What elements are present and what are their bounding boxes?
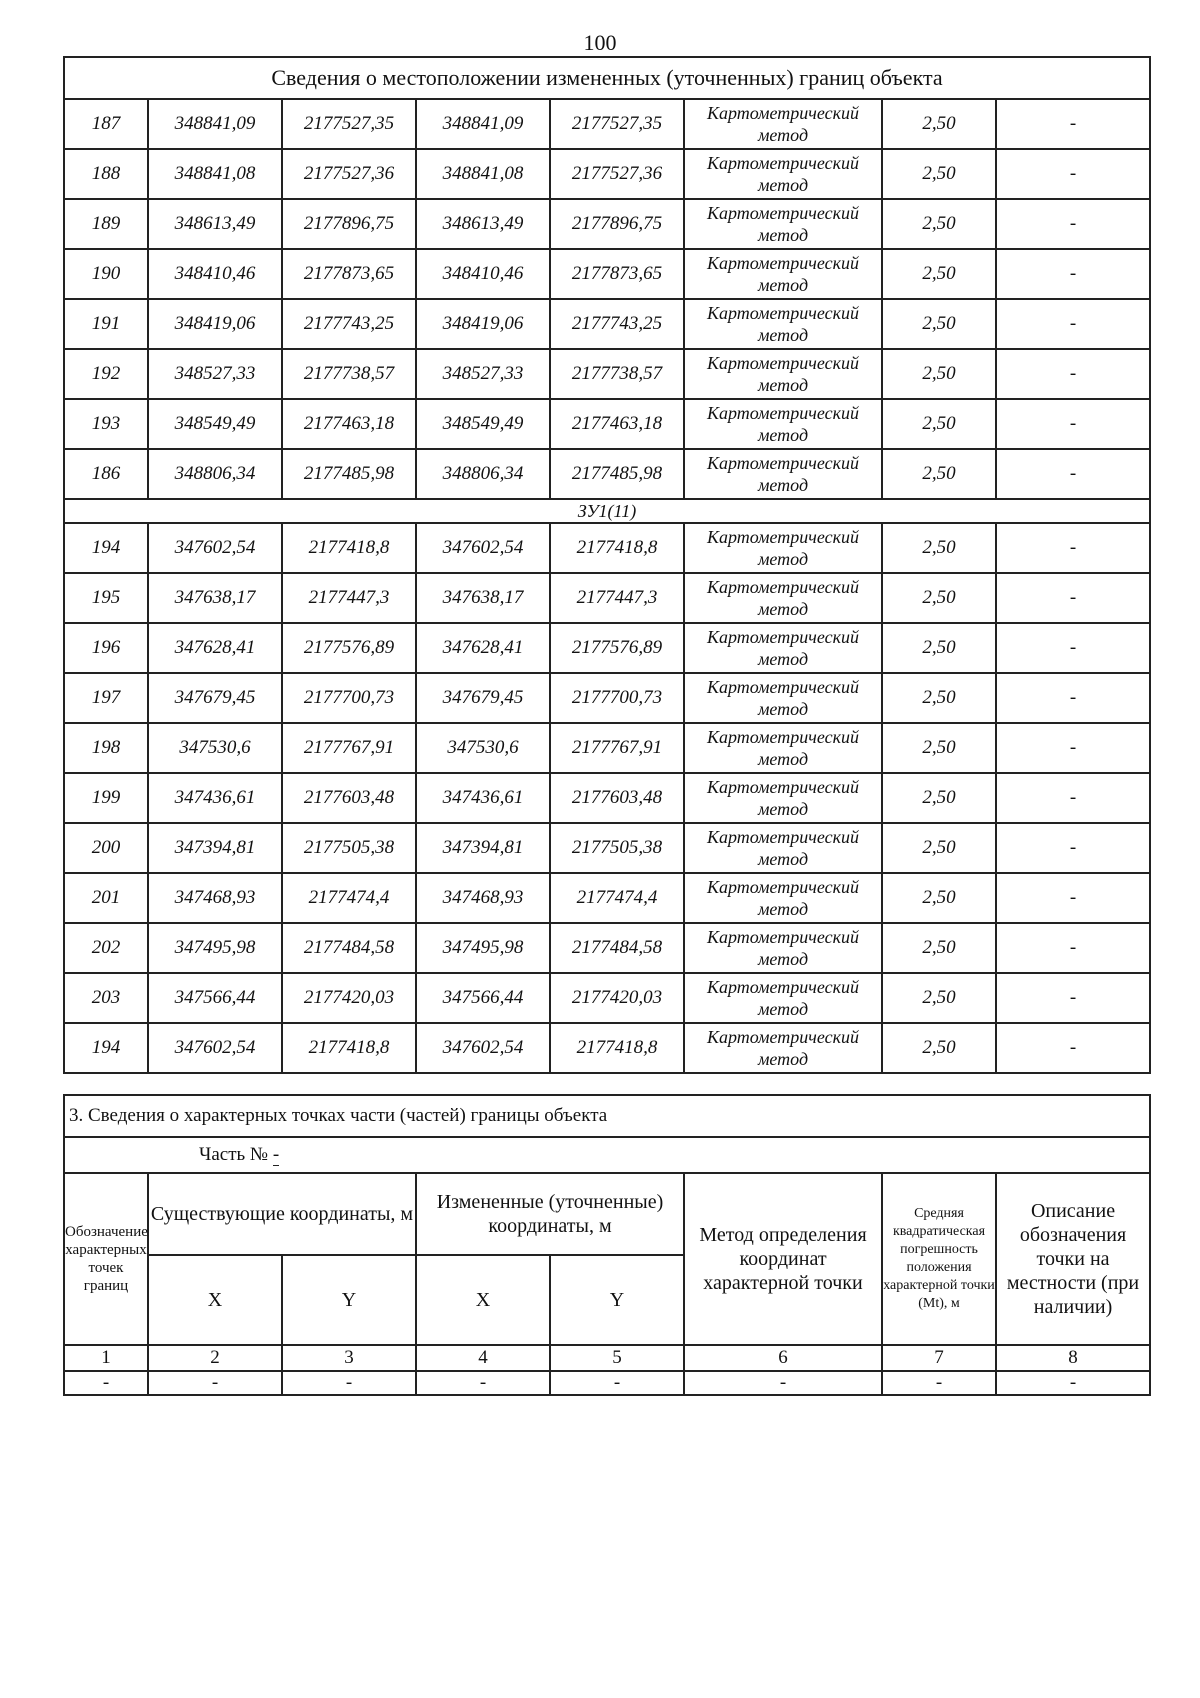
changed-x: 347495,98: [416, 923, 550, 973]
existing-y: 2177420,03: [282, 973, 416, 1023]
coordinate-row: [64, 1023, 1150, 1073]
existing-x: 348841,08: [148, 149, 282, 199]
section-title-row: [64, 57, 1150, 99]
method-line: Картометрический: [706, 927, 859, 947]
existing-y: 2177447,3: [282, 573, 416, 623]
changed-x: 347436,61: [416, 773, 550, 823]
part-section-title: 3. Сведения о характерных точках части (частей) границы объекта: [64, 1095, 1150, 1137]
point-id: 194: [64, 523, 148, 573]
changed-y: 2177738,57: [550, 349, 684, 399]
mean-square-error: 2,50: [882, 99, 996, 149]
header-row-1: [64, 1173, 1150, 1255]
column-number: 5: [550, 1345, 684, 1371]
point-id: 196: [64, 623, 148, 673]
method: [684, 923, 882, 973]
point-id: 194: [64, 1023, 148, 1073]
method: [684, 823, 882, 873]
existing-y: 2177505,38: [282, 823, 416, 873]
method: [684, 299, 882, 349]
method-line: Картометрический: [706, 577, 859, 597]
method: [684, 523, 882, 573]
changed-y: 2177420,03: [550, 973, 684, 1023]
column-number: 8: [996, 1345, 1150, 1371]
column-number: 1: [64, 1345, 148, 1371]
method-line: метод: [757, 649, 809, 669]
changed-y: 2177527,35: [550, 99, 684, 149]
mean-square-error: 2,50: [882, 623, 996, 673]
coordinate-row: [64, 723, 1150, 773]
method: [684, 773, 882, 823]
point-id: 198: [64, 723, 148, 773]
method-line: Картометрический: [706, 453, 859, 473]
point-description: -: [996, 523, 1150, 573]
mean-square-error: 2,50: [882, 299, 996, 349]
method: [684, 249, 882, 299]
changed-x: 347468,93: [416, 873, 550, 923]
method: [684, 399, 882, 449]
coordinate-row: [64, 249, 1150, 299]
method: [684, 723, 882, 773]
changed-y: 2177896,75: [550, 199, 684, 249]
part-number-label: Часть №: [199, 1144, 273, 1165]
point-id: 187: [64, 99, 148, 149]
method-line: метод: [757, 425, 809, 445]
point-description: -: [996, 673, 1150, 723]
header-point-designation: Обозначение характерных точек границ: [64, 1173, 148, 1345]
existing-x: 347628,41: [148, 623, 282, 673]
existing-y: 2177527,36: [282, 149, 416, 199]
changed-y: 2177743,25: [550, 299, 684, 349]
method-line: метод: [757, 799, 809, 819]
mean-square-error: 2,50: [882, 399, 996, 449]
method-line: Картометрический: [706, 977, 859, 997]
changed-x: 348549,49: [416, 399, 550, 449]
method-line: Картометрический: [706, 253, 859, 273]
header-existing-x: X: [148, 1255, 282, 1345]
method: [684, 573, 882, 623]
method-line: Картометрический: [706, 303, 859, 323]
method-line: Картометрический: [706, 403, 859, 423]
changed-x: 348613,49: [416, 199, 550, 249]
changed-y: 2177767,91: [550, 723, 684, 773]
existing-x: 348806,34: [148, 449, 282, 499]
changed-y: 2177474,4: [550, 873, 684, 923]
point-id: 197: [64, 673, 148, 723]
coordinate-row: [64, 823, 1150, 873]
point-description: -: [996, 349, 1150, 399]
point-id: 188: [64, 149, 148, 199]
existing-y: 2177873,65: [282, 249, 416, 299]
point-id: 201: [64, 873, 148, 923]
boundary-coordinates-table: [63, 56, 1151, 1074]
method-line: Картометрический: [706, 627, 859, 647]
existing-y: 2177767,91: [282, 723, 416, 773]
existing-x: 347495,98: [148, 923, 282, 973]
header-existing-coordinates: Существующие координаты, м: [148, 1173, 416, 1255]
method-line: метод: [757, 175, 809, 195]
changed-x: 348410,46: [416, 249, 550, 299]
point-id: 203: [64, 973, 148, 1023]
method-line: Картометрический: [706, 877, 859, 897]
mean-square-error: 2,50: [882, 973, 996, 1023]
existing-y: 2177738,57: [282, 349, 416, 399]
changed-x: 347679,45: [416, 673, 550, 723]
changed-y: 2177576,89: [550, 623, 684, 673]
empty-cell: -: [882, 1371, 996, 1395]
mean-square-error: 2,50: [882, 149, 996, 199]
changed-x: 348527,33: [416, 349, 550, 399]
method-line: Картометрический: [706, 353, 859, 373]
coordinate-row: [64, 199, 1150, 249]
empty-cell: -: [282, 1371, 416, 1395]
mean-square-error: 2,50: [882, 873, 996, 923]
header-description: Описание обозначения точки на местности (при наличии): [996, 1173, 1150, 1345]
method-line: Картометрический: [706, 677, 859, 697]
existing-x: 348527,33: [148, 349, 282, 399]
changed-y: 2177463,18: [550, 399, 684, 449]
method-line: метод: [757, 225, 809, 245]
changed-y: 2177485,98: [550, 449, 684, 499]
part-points-table: [63, 1094, 1151, 1396]
method: [684, 199, 882, 249]
changed-y: 2177418,8: [550, 1023, 684, 1073]
method-line: метод: [757, 999, 809, 1019]
point-id: 191: [64, 299, 148, 349]
changed-x: 347602,54: [416, 1023, 550, 1073]
coordinate-row: [64, 973, 1150, 1023]
mean-square-error: 2,50: [882, 449, 996, 499]
point-id: 193: [64, 399, 148, 449]
coordinate-row: [64, 449, 1150, 499]
group-label: ЗУ1(11): [64, 499, 1150, 523]
point-id: 189: [64, 199, 148, 249]
existing-y: 2177418,8: [282, 523, 416, 573]
changed-x: 348841,08: [416, 149, 550, 199]
part-number-value: -: [272, 1144, 280, 1165]
method: [684, 623, 882, 673]
coordinate-row: [64, 923, 1150, 973]
empty-cell: -: [416, 1371, 550, 1395]
changed-y: 2177873,65: [550, 249, 684, 299]
point-description: -: [996, 149, 1150, 199]
method-line: метод: [757, 949, 809, 969]
coordinate-row: [64, 673, 1150, 723]
point-description: -: [996, 873, 1150, 923]
method-line: Картометрический: [706, 727, 859, 747]
changed-x: 347394,81: [416, 823, 550, 873]
existing-y: 2177743,25: [282, 299, 416, 349]
method: [684, 449, 882, 499]
changed-x: 348806,34: [416, 449, 550, 499]
mean-square-error: 2,50: [882, 573, 996, 623]
existing-y: 2177474,4: [282, 873, 416, 923]
mean-square-error: 2,50: [882, 923, 996, 973]
changed-y: 2177700,73: [550, 673, 684, 723]
point-id: 192: [64, 349, 148, 399]
coordinate-row: [64, 773, 1150, 823]
point-description: -: [996, 723, 1150, 773]
existing-x: 348410,46: [148, 249, 282, 299]
changed-y: 2177447,3: [550, 573, 684, 623]
part-number-row: [64, 1137, 1150, 1173]
method-line: метод: [757, 899, 809, 919]
header-mean-square-error: Средняя квадратическая погрешность положения характерной точки (Mt), м: [882, 1173, 996, 1345]
page-number: 100: [583, 30, 617, 55]
existing-x: 347679,45: [148, 673, 282, 723]
header-changed-x: X: [416, 1255, 550, 1345]
section-title: Сведения о местоположении измененных (уточненных) границ объекта: [64, 57, 1150, 99]
point-id: 195: [64, 573, 148, 623]
empty-cell: -: [148, 1371, 282, 1395]
existing-x: 348841,09: [148, 99, 282, 149]
method-line: метод: [757, 475, 809, 495]
existing-y: 2177527,35: [282, 99, 416, 149]
column-number: 7: [882, 1345, 996, 1371]
mean-square-error: 2,50: [882, 249, 996, 299]
changed-y: 2177418,8: [550, 523, 684, 573]
existing-x: 348613,49: [148, 199, 282, 249]
column-number: 3: [282, 1345, 416, 1371]
point-description: -: [996, 449, 1150, 499]
point-description: -: [996, 973, 1150, 1023]
part-section-title-row: [64, 1095, 1150, 1137]
method-line: метод: [757, 849, 809, 869]
method-line: метод: [757, 375, 809, 395]
coordinate-row: [64, 149, 1150, 199]
method-line: метод: [757, 275, 809, 295]
existing-y: 2177896,75: [282, 199, 416, 249]
column-number: 6: [684, 1345, 882, 1371]
point-description: -: [996, 249, 1150, 299]
existing-y: 2177700,73: [282, 673, 416, 723]
existing-x: 348549,49: [148, 399, 282, 449]
method-line: метод: [757, 699, 809, 719]
coordinate-row: [64, 349, 1150, 399]
method: [684, 1023, 882, 1073]
coordinate-row: [64, 299, 1150, 349]
method-line: Картометрический: [706, 1027, 859, 1047]
existing-x: 347638,17: [148, 573, 282, 623]
changed-x: 347530,6: [416, 723, 550, 773]
coordinate-row: [64, 99, 1150, 149]
coordinate-row: [64, 623, 1150, 673]
point-description: -: [996, 773, 1150, 823]
method-line: метод: [757, 325, 809, 345]
mean-square-error: 2,50: [882, 199, 996, 249]
method: [684, 99, 882, 149]
point-id: 186: [64, 449, 148, 499]
method: [684, 973, 882, 1023]
mean-square-error: 2,50: [882, 523, 996, 573]
point-description: -: [996, 299, 1150, 349]
existing-x: 347394,81: [148, 823, 282, 873]
existing-x: 347602,54: [148, 523, 282, 573]
existing-y: 2177485,98: [282, 449, 416, 499]
changed-y: 2177603,48: [550, 773, 684, 823]
point-id: 200: [64, 823, 148, 873]
changed-x: 347566,44: [416, 973, 550, 1023]
coordinate-row: [64, 573, 1150, 623]
changed-y: 2177527,36: [550, 149, 684, 199]
existing-y: 2177463,18: [282, 399, 416, 449]
point-description: -: [996, 823, 1150, 873]
method-line: Картометрический: [706, 203, 859, 223]
point-description: -: [996, 399, 1150, 449]
existing-y: 2177418,8: [282, 1023, 416, 1073]
column-number: 2: [148, 1345, 282, 1371]
mean-square-error: 2,50: [882, 349, 996, 399]
point-description: -: [996, 923, 1150, 973]
coordinate-row: [64, 523, 1150, 573]
changed-x: 347602,54: [416, 523, 550, 573]
method-line: Картометрический: [706, 527, 859, 547]
method-line: Картометрический: [706, 103, 859, 123]
method: [684, 149, 882, 199]
existing-y: 2177576,89: [282, 623, 416, 673]
method-line: метод: [757, 749, 809, 769]
changed-x: 347638,17: [416, 573, 550, 623]
header-method: Метод определения координат характерной точки: [684, 1173, 882, 1345]
changed-y: 2177505,38: [550, 823, 684, 873]
existing-x: 347468,93: [148, 873, 282, 923]
column-number-row: [64, 1345, 1150, 1371]
empty-cell: -: [64, 1371, 148, 1395]
point-description: -: [996, 623, 1150, 673]
point-description: -: [996, 99, 1150, 149]
existing-x: 348419,06: [148, 299, 282, 349]
empty-cell: -: [550, 1371, 684, 1395]
point-description: -: [996, 199, 1150, 249]
method-line: Картометрический: [706, 153, 859, 173]
column-number: 4: [416, 1345, 550, 1371]
point-description: -: [996, 573, 1150, 623]
method-line: Картометрический: [706, 777, 859, 797]
mean-square-error: 2,50: [882, 673, 996, 723]
changed-x: 348419,06: [416, 299, 550, 349]
mean-square-error: 2,50: [882, 723, 996, 773]
mean-square-error: 2,50: [882, 1023, 996, 1073]
existing-y: 2177603,48: [282, 773, 416, 823]
existing-x: 347602,54: [148, 1023, 282, 1073]
changed-x: 347628,41: [416, 623, 550, 673]
method: [684, 873, 882, 923]
method: [684, 349, 882, 399]
mean-square-error: 2,50: [882, 773, 996, 823]
method-line: метод: [757, 549, 809, 569]
header-changed-y: Y: [550, 1255, 684, 1345]
point-id: 199: [64, 773, 148, 823]
empty-data-row: [64, 1371, 1150, 1395]
empty-cell: -: [684, 1371, 882, 1395]
group-label-row: [64, 499, 1150, 523]
point-id: 190: [64, 249, 148, 299]
changed-x: 348841,09: [416, 99, 550, 149]
method-line: Картометрический: [706, 827, 859, 847]
existing-x: 347566,44: [148, 973, 282, 1023]
point-description: -: [996, 1023, 1150, 1073]
coordinate-row: [64, 873, 1150, 923]
point-id: 202: [64, 923, 148, 973]
empty-cell: -: [996, 1371, 1150, 1395]
coordinate-row: [64, 399, 1150, 449]
changed-y: 2177484,58: [550, 923, 684, 973]
existing-x: 347436,61: [148, 773, 282, 823]
method-line: метод: [757, 125, 809, 145]
method-line: метод: [757, 599, 809, 619]
header-existing-y: Y: [282, 1255, 416, 1345]
existing-x: 347530,6: [148, 723, 282, 773]
mean-square-error: 2,50: [882, 823, 996, 873]
existing-y: 2177484,58: [282, 923, 416, 973]
method: [684, 673, 882, 723]
header-changed-coordinates: Измененные (уточненные) координаты, м: [416, 1173, 684, 1255]
method-line: метод: [757, 1049, 809, 1069]
